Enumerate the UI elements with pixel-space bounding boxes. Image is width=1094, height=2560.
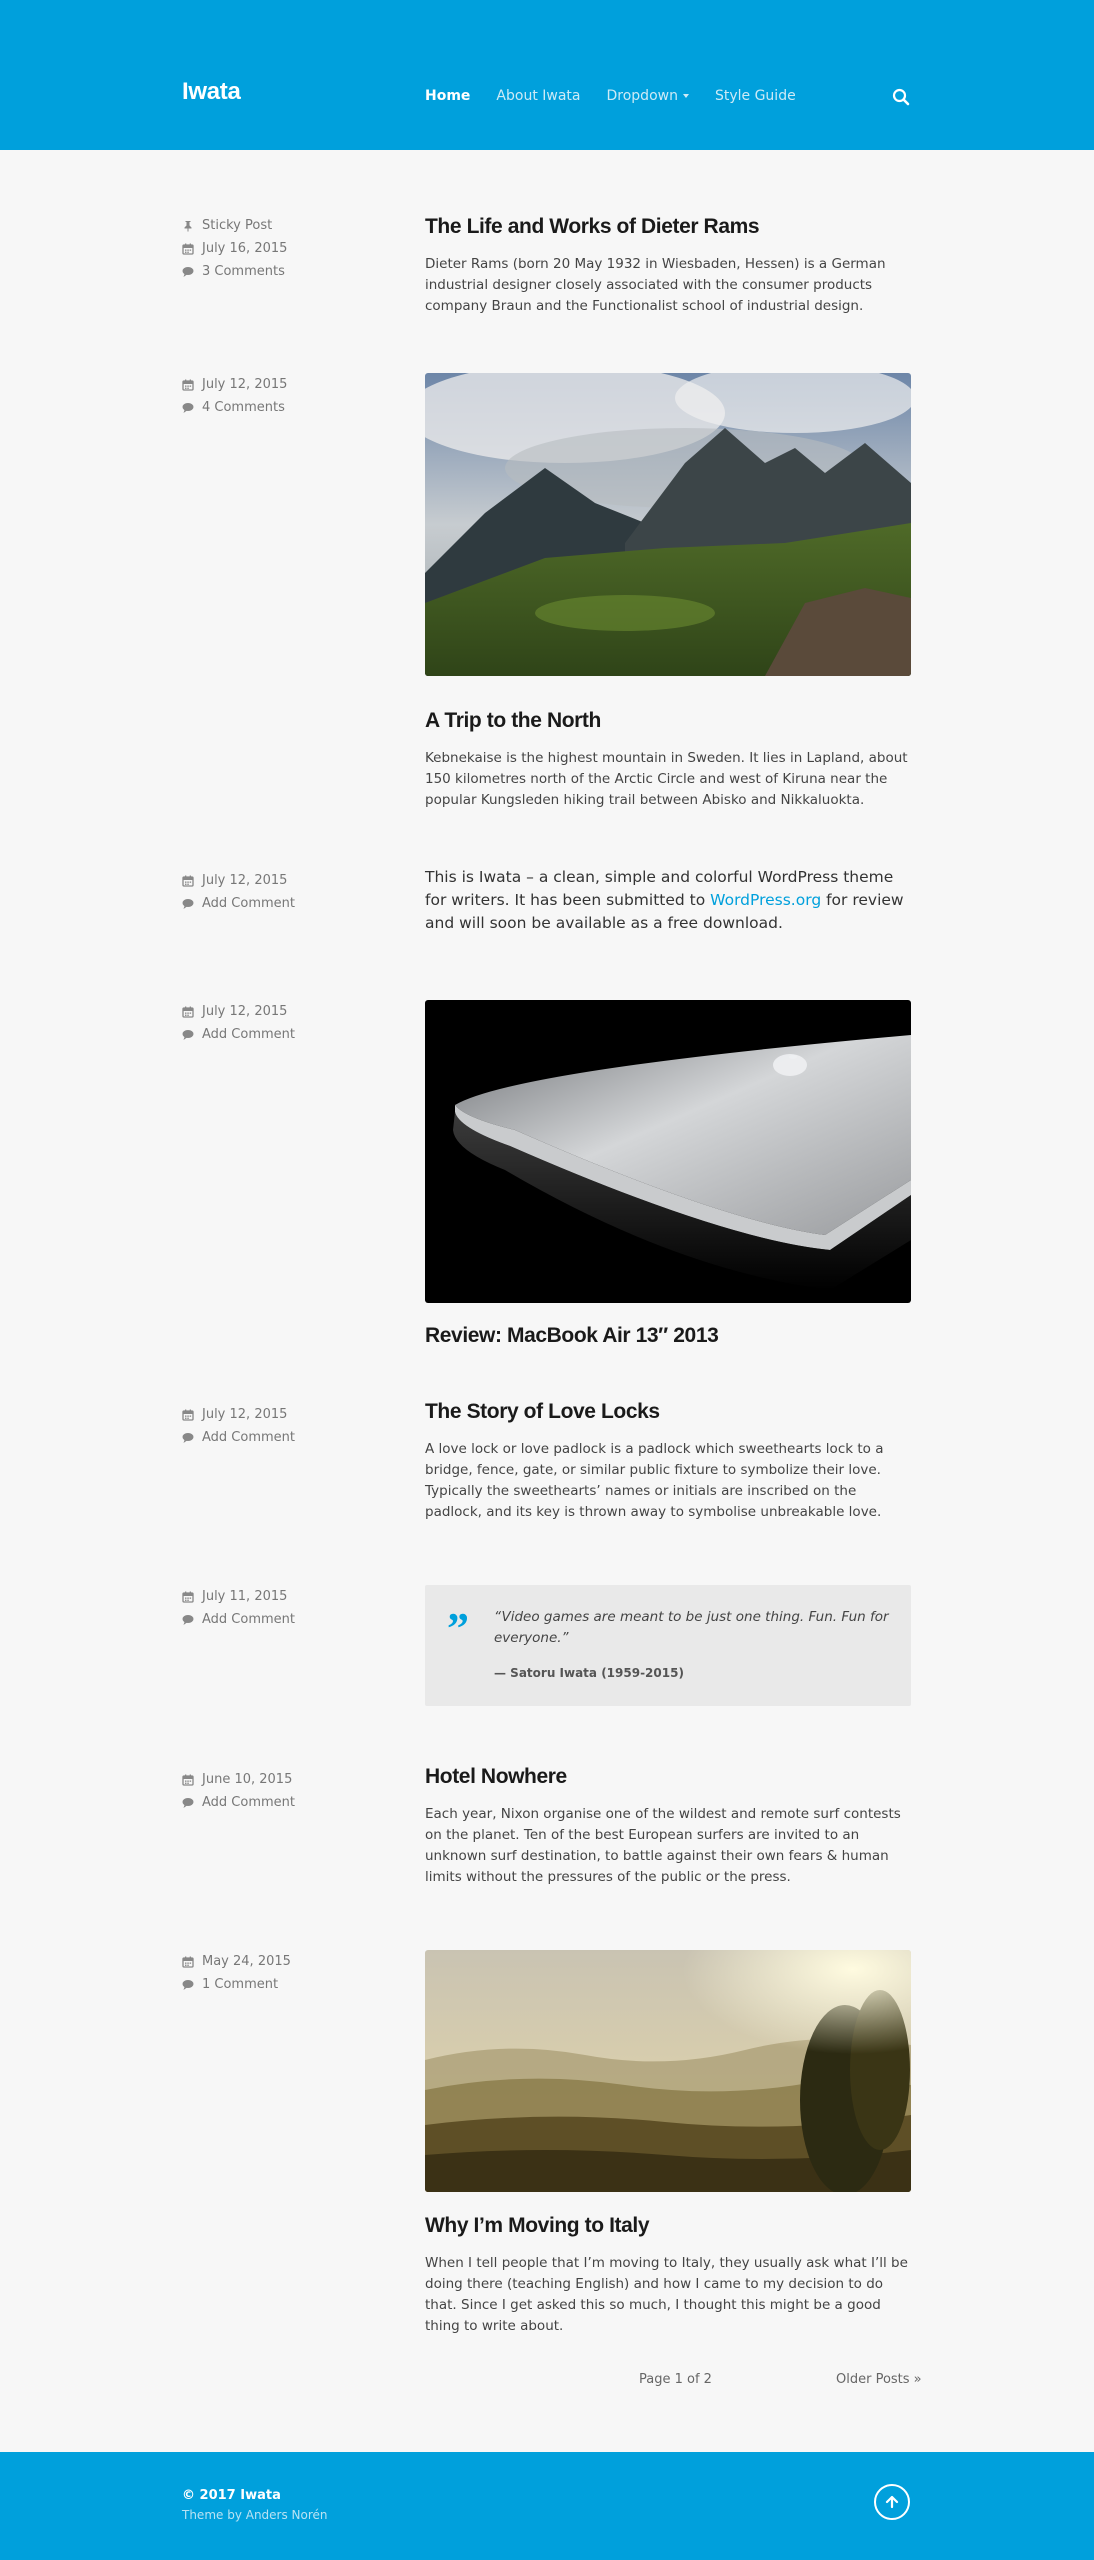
sticky-label (182, 214, 287, 237)
quote-text: “Video games are meant to be just one thing. Fun. Fun for everyone.” (494, 1609, 889, 1646)
post-date[interactable] (182, 373, 287, 396)
comments-text: Add Comment (202, 1612, 295, 1627)
calendar-icon (182, 379, 194, 391)
quote-block (425, 1585, 911, 1706)
post-comments-link[interactable] (182, 1608, 295, 1631)
post-content (425, 1764, 911, 1888)
post-excerpt: A love lock or love padlock is a padlock which sweethearts lock to a bridge, fence, gate, or similar public fixture to symbolize their love. Typically the sweethearts’ names or initials are inscribed on the padlock, and its key is thrown away to symbolise unbreakable love. (425, 1441, 884, 1520)
post-title[interactable]: Why I’m Moving to Italy (425, 2214, 650, 2237)
site-title[interactable]: Iwata (182, 78, 241, 105)
post-comments-link[interactable] (182, 1023, 295, 1046)
post-date-text: July 12, 2015 (202, 377, 288, 392)
post-comments-link[interactable] (182, 1973, 291, 1996)
post-date-text: July 12, 2015 (202, 873, 288, 888)
post-meta (182, 1585, 295, 1631)
older-posts-link[interactable]: Older Posts » (836, 2372, 922, 2387)
post-content (425, 1950, 911, 2337)
post-comments-link[interactable] (182, 1791, 295, 1814)
pin-icon (182, 220, 194, 232)
post-title[interactable]: A Trip to the North (425, 709, 601, 732)
calendar-icon (182, 1591, 194, 1603)
post-date-text: June 10, 2015 (202, 1772, 293, 1787)
post-date[interactable] (182, 237, 287, 260)
wordpress-link[interactable]: WordPress.org (710, 891, 822, 909)
post-title[interactable]: The Story of Love Locks (425, 1400, 660, 1423)
comments-text: 1 Comment (202, 1977, 279, 1992)
calendar-icon (182, 875, 194, 887)
comment-icon (182, 898, 194, 910)
post-date-text: July 11, 2015 (202, 1589, 288, 1604)
post-content (425, 866, 911, 935)
post-excerpt: Each year, Nixon organise one of the wildest and remote surf contests on the planet. Ten of the best European surfers are invited to an unknown surf destination, to battle against their own fears & human limits without the pressures of the public or the press. (425, 1806, 901, 1885)
search-icon[interactable] (892, 88, 912, 108)
calendar-icon (182, 1774, 194, 1786)
post-content (425, 373, 911, 811)
post-content (425, 1399, 911, 1523)
post-excerpt: Kebnekaise is the highest mountain in Sweden. It lies in Lapland, about 150 kilometres north of the Arctic Circle and west of Kiruna near the popular Kungsleden hiking trail between Abisko and Nikkaluokta. (425, 750, 908, 808)
calendar-icon (182, 243, 194, 255)
back-to-top-button[interactable] (874, 2484, 910, 2520)
comment-icon (182, 1614, 194, 1626)
post-meta (182, 1000, 295, 1046)
post-date-text: July 16, 2015 (202, 241, 288, 256)
post-date-text: July 12, 2015 (202, 1004, 288, 1019)
chevron-down-icon (683, 94, 689, 98)
comments-text: Add Comment (202, 1430, 295, 1445)
post-thumbnail-macbook[interactable] (425, 1000, 911, 1303)
post-comments-link[interactable] (182, 260, 287, 283)
nav-item-dropdown-label: Dropdown (606, 88, 678, 104)
post-meta (182, 1768, 295, 1814)
nav-item-about[interactable]: About Iwata (496, 88, 581, 104)
theme-credit[interactable]: Theme by Anders Norén (182, 2508, 328, 2522)
sticky-text: Sticky Post (202, 218, 273, 233)
post-date[interactable] (182, 1585, 295, 1608)
post-meta (182, 869, 295, 915)
calendar-icon (182, 1956, 194, 1968)
post-content (425, 1000, 911, 1349)
comment-icon (182, 1797, 194, 1809)
post-meta (182, 214, 287, 283)
post-comments-link[interactable] (182, 1426, 295, 1449)
post-date[interactable] (182, 1768, 295, 1791)
comment-icon (182, 266, 194, 278)
post-title[interactable]: Hotel Nowhere (425, 1765, 567, 1788)
nav-item-home[interactable]: Home (425, 88, 471, 104)
main-nav (425, 88, 796, 104)
comments-text: 4 Comments (202, 400, 285, 415)
comment-icon (182, 1029, 194, 1041)
post-thumbnail-mountains[interactable] (425, 373, 911, 676)
comments-text: Add Comment (202, 896, 295, 911)
post-content (425, 1585, 911, 1706)
comments-text: Add Comment (202, 1795, 295, 1810)
post-date-text: May 24, 2015 (202, 1954, 291, 1969)
comment-icon (182, 1979, 194, 1991)
calendar-icon (182, 1006, 194, 1018)
post-excerpt: Dieter Rams (born 20 May 1932 in Wiesbaden, Hessen) is a German industrial designer closely associated with the consumer products company Braun and the Functionalist school of industrial design. (425, 256, 886, 314)
quote-icon: ” (447, 1604, 469, 1653)
aside-text (425, 866, 911, 935)
comment-icon (182, 1432, 194, 1444)
comment-icon (182, 402, 194, 414)
nav-item-dropdown[interactable] (607, 88, 689, 104)
post-title[interactable]: The Life and Works of Dieter Rams (425, 215, 760, 238)
site-header (0, 0, 1094, 150)
post-date[interactable] (182, 1403, 295, 1426)
post-meta (182, 1950, 291, 1996)
site-footer (0, 2452, 1094, 2560)
nav-item-style-guide[interactable]: Style Guide (714, 88, 796, 104)
copyright[interactable]: © 2017 Iwata (182, 2488, 281, 2503)
quote-citation: — Satoru Iwata (1959-2015) (494, 1666, 684, 1680)
page-number: Page 1 of 2 (639, 2372, 712, 2387)
post-excerpt: When I tell people that I’m moving to Italy, they usually ask what I’ll be doing there (teaching English) and how I came to my decision to do that. Since I get asked this so much, I thought this might be a good thing to write about. (425, 2255, 908, 2334)
post-comments-link[interactable] (182, 396, 287, 419)
post-content (425, 214, 911, 317)
post-date-text: July 12, 2015 (202, 1407, 288, 1422)
aside-text-after: for review and will soon be available as a free download. (425, 891, 904, 932)
post-date[interactable] (182, 1950, 291, 1973)
post-date[interactable] (182, 869, 295, 892)
post-date[interactable] (182, 1000, 295, 1023)
post-meta (182, 373, 287, 419)
post-comments-link[interactable] (182, 892, 295, 915)
arrow-up-icon (884, 2494, 900, 2510)
aside-text-before: This is Iwata – a clean, simple and colorful WordPress theme for writers. It has been submitted to (425, 868, 894, 909)
post-title[interactable]: Review: MacBook Air 13″ 2013 (425, 1324, 719, 1347)
post-thumbnail-italy[interactable] (425, 1950, 911, 2192)
comments-text: Add Comment (202, 1027, 295, 1042)
comments-text: 3 Comments (202, 264, 285, 279)
post-meta (182, 1403, 295, 1449)
calendar-icon (182, 1409, 194, 1421)
